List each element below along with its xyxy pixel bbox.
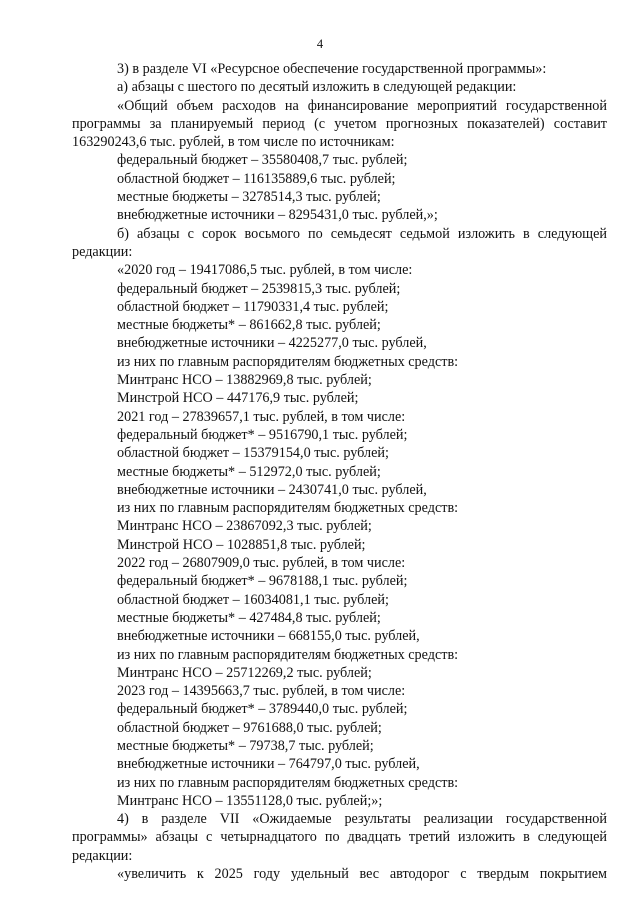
text-line: внебюджетные источники – 4225277,0 тыс. рублей, xyxy=(117,335,427,352)
text-line: 163290243,6 тыс. рублей, в том числе по источникам: xyxy=(72,134,395,151)
text-line: внебюджетные источники – 2430741,0 тыс. рублей, xyxy=(117,481,427,498)
text-line: местные бюджеты* – 512972,0 тыс. рублей; xyxy=(117,463,381,480)
text-line: областной бюджет – 9761688,0 тыс. рублей; xyxy=(117,719,382,736)
text-line: из них по главным распорядителям бюджетных средств: xyxy=(117,500,459,517)
text-line: из них по главным распорядителям бюджетных средств: xyxy=(117,774,459,791)
text-line: а) абзацы с шестого по десятый изложить в следующей редакции: xyxy=(117,79,517,96)
text-line: «2020 год – 19417086,5 тыс. рублей, в том числе: xyxy=(117,262,413,279)
text-line: Минстрой НСО – 1028851,8 тыс. рублей; xyxy=(117,536,366,553)
text-line: областной бюджет – 116135889,6 тыс. рублей; xyxy=(117,170,396,187)
text-line: местные бюджеты* – 79738,7 тыс. рублей; xyxy=(117,737,374,754)
text-line: местные бюджеты* – 861662,8 тыс. рублей; xyxy=(117,317,381,334)
text-line: 2022 год – 26807909,0 тыс. рублей, в том числе: xyxy=(117,555,406,572)
text-line: 3) в разделе VI «Ресурсное обеспечение государственной программы»: xyxy=(117,61,547,77)
text-line: редакции: xyxy=(72,243,133,260)
text-line: местные бюджеты* – 427484,8 тыс. рублей; xyxy=(117,609,381,626)
text-line: «Общий объем расходов на финансирование мероприятий государственной xyxy=(117,97,607,114)
text-line: федеральный бюджет* – 3789440,0 тыс. рублей; xyxy=(117,701,408,718)
text-line: областной бюджет – 15379154,0 тыс. рублей; xyxy=(117,445,389,462)
text-line: 2023 год – 14395663,7 тыс. рублей, в том числе: xyxy=(117,683,406,700)
text-line: внебюджетные источники – 8295431,0 тыс. рублей,»; xyxy=(117,207,438,224)
text-line: федеральный бюджет* – 9678188,1 тыс. рублей; xyxy=(117,573,408,590)
document-body xyxy=(72,60,607,883)
text-line: областной бюджет – 16034081,1 тыс. рублей; xyxy=(117,591,389,608)
text-line: областной бюджет – 11790331,4 тыс. рублей; xyxy=(117,298,389,315)
text-line: Минтранс НСО – 23867092,3 тыс. рублей; xyxy=(117,518,372,535)
text-line: федеральный бюджет – 2539815,3 тыс. рублей; xyxy=(117,280,401,297)
text-line: Минтранс НСО – 13882969,8 тыс. рублей; xyxy=(117,372,372,389)
text-line: программы» абзацы с четырнадцатого по двадцать третий изложить в следующей xyxy=(72,829,607,846)
text-line: б) абзацы с сорок восьмого по семьдесят седьмой изложить в следующей xyxy=(117,225,607,242)
text-line: внебюджетные источники – 668155,0 тыс. рублей, xyxy=(117,628,420,645)
text-line: из них по главным распорядителям бюджетных средств: xyxy=(117,353,459,370)
text-line: «увеличить к 2025 году удельный вес автодорог с твердым покрытием xyxy=(117,866,607,883)
text-line: Минстрой НСО – 447176,9 тыс. рублей; xyxy=(117,390,359,407)
text-line: Минтранс НСО – 25712269,2 тыс. рублей; xyxy=(117,664,372,681)
text-line: федеральный бюджет* – 9516790,1 тыс. рублей; xyxy=(117,426,408,443)
text-line: из них по главным распорядителям бюджетных средств: xyxy=(117,646,459,663)
text-line: местные бюджеты – 3278514,3 тыс. рублей; xyxy=(117,189,381,206)
text-line: федеральный бюджет – 35580408,7 тыс. рублей; xyxy=(117,152,408,169)
text-line: Минтранс НСО – 13551128,0 тыс. рублей;»; xyxy=(117,792,383,809)
text-line: редакции: xyxy=(72,847,133,864)
text-line: программы за планируемый период (с учетом прогнозных показателей) составит xyxy=(72,115,607,132)
text-line: 2021 год – 27839657,1 тыс. рублей, в том числе: xyxy=(117,408,406,425)
page-number: 4 xyxy=(316,37,324,51)
text-line: 4) в разделе VII «Ожидаемые результаты реализации государственной xyxy=(117,811,607,828)
text-line: внебюджетные источники – 764797,0 тыс. рублей, xyxy=(117,756,420,773)
